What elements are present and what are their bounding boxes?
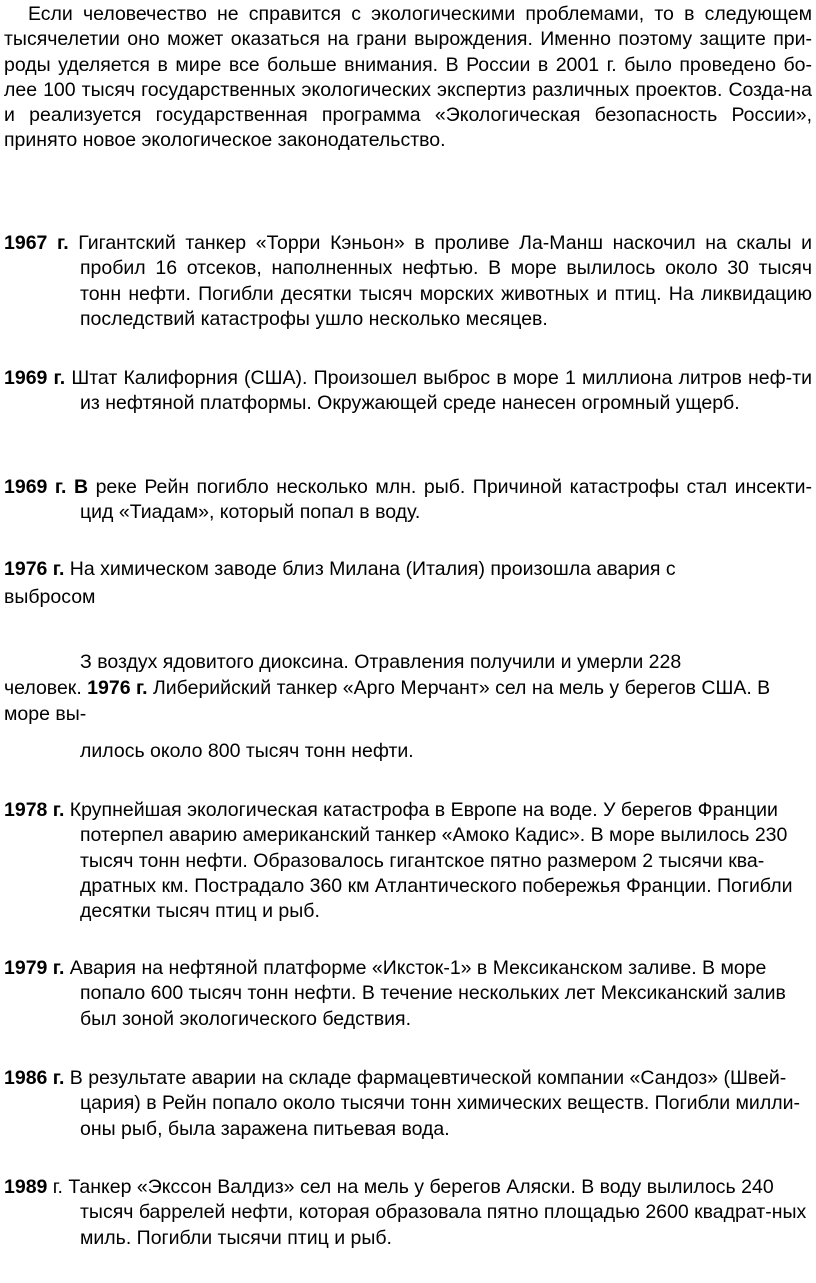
entry-1969-california-text bbox=[4, 366, 812, 417]
entry-1969-california-body: Штат Калифорния (США). Произошел выброс в море 1 миллиона литров неф-ти из нефтяной платформы. Окружающей среде нанесен огромный ущерб. bbox=[65, 367, 813, 415]
entry-1978-year: 1978 г. bbox=[4, 799, 65, 821]
entry-1976-body-1: На химическом заводе близ Милана (Италия) произошла авария с bbox=[64, 558, 676, 580]
entry-1969-rhine-text bbox=[4, 475, 812, 526]
entry-1979-body: Авария на нефтяной платформе «Иксток-1» в Мексиканском заливе. В море попало 600 тысяч тонн нефти. В течение нескольких лет Мексиканский залив был зоной экологического бедствия. bbox=[64, 957, 786, 1030]
entry-1976-argo-text bbox=[4, 676, 812, 727]
entry-1979 bbox=[4, 956, 812, 1032]
entry-1976-continued bbox=[4, 650, 812, 764]
entry-1969-rhine-body: реке Рейн погибло несколько млн. рыб. Причиной катастрофы стал инсекти-цид «Тиадам», который попал в воду. bbox=[80, 476, 813, 524]
entry-1986-body: В результате аварии на складе фармацевтической компании «Сандоз» (Швей-цария) в Рейн попало около тысячи тонн химических веществ. Погибли милли-оны рыб, была заражена питьевая вода. bbox=[64, 1067, 800, 1140]
entry-1989-text bbox=[4, 1175, 812, 1251]
entry-1976-argo-continued: лилось около 800 тысяч тонн нефти. bbox=[80, 739, 414, 762]
entry-1976-argo-body: Либерийский танкер «Арго Мерчант» сел на мель у берегов США. В море вы- bbox=[4, 677, 771, 725]
entry-1978 bbox=[4, 798, 812, 924]
entry-1979-year: 1979 г. bbox=[4, 957, 65, 979]
entry-1969-california-year: 1969 г. bbox=[4, 367, 66, 389]
entry-1976-continued-tail: человек. bbox=[4, 677, 82, 700]
entry-1986-year: 1986 г. bbox=[4, 1067, 65, 1089]
entry-1967 bbox=[4, 231, 812, 332]
entry-1976-year: 1976 г. bbox=[4, 558, 65, 580]
entry-1969-california bbox=[4, 366, 812, 417]
entry-1967-text bbox=[4, 231, 812, 332]
entry-1976-line1 bbox=[4, 557, 812, 582]
entry-1986 bbox=[4, 1066, 812, 1142]
entry-1976-argo-year: 1976 г. bbox=[87, 677, 148, 700]
entry-1976-continued-line: З воздух ядовитого диоксина. Отравления получили и умерли 228 bbox=[80, 651, 682, 673]
entry-1978-body: Крупнейшая экологическая катастрофа в Европе на воде. У берегов Франции потерпел аварию американский танкер «Амоко Кадис». В море вылилось 230 тысяч тонн нефти. Образовалось гигантское пятно размером 2 тысячи ква-дратных км. Пострадало 360 км Атлантического побережья Франции. Погибли десятки тысяч птиц и рыб. bbox=[64, 799, 793, 923]
entry-1967-year: 1967 г. bbox=[4, 232, 69, 254]
entry-1969-rhine-year: 1969 г. В bbox=[4, 476, 89, 498]
entry-1967-body: Гигантский танкер «Торри Кэньон» в проливе Ла-Манш наскочил на скалы и пробил 16 отсеков, наполненных нефтью. В море вылилось около 30 тысяч тонн нефти. Погибли десятки тысяч морских животных и птиц. На ликвидацию последствий катастрофы ушло несколько месяцев. bbox=[68, 232, 813, 330]
entry-1976 bbox=[4, 557, 812, 611]
entry-1989 bbox=[4, 1175, 812, 1251]
intro-paragraph: Если человечество не справится с экологическими проблемами, то в следующем тысячелетии оно может оказаться на грани вырождения. Именно поэтому защите при-роды уделяется в мире все больше внимания. В России в 2001 г. было проведено бо-лее 100 тысяч государственных экологических экспертиз различных проектов. Созда-на и реализуется государственная программа «Экологическая безопасность России», принято новое экологическое законодательство. bbox=[4, 3, 812, 152]
entry-1978-text bbox=[4, 798, 812, 924]
entry-1986-text bbox=[4, 1066, 812, 1142]
entry-1989-body: г. Танкер «Экссон Валдиз» сел на мель у берегов Аляски. В воду вылилось 240 тысяч баррелей нефти, которая образовала пятно площадью 2600 квадрат-ных миль. Погибли тысячи птиц и рыб. bbox=[47, 1176, 807, 1249]
entry-1989-year: 1989 bbox=[4, 1176, 48, 1198]
entry-1969-rhine bbox=[4, 475, 812, 526]
entry-1976-line2: выбросом bbox=[4, 586, 96, 609]
entry-1979-text bbox=[4, 956, 812, 1032]
